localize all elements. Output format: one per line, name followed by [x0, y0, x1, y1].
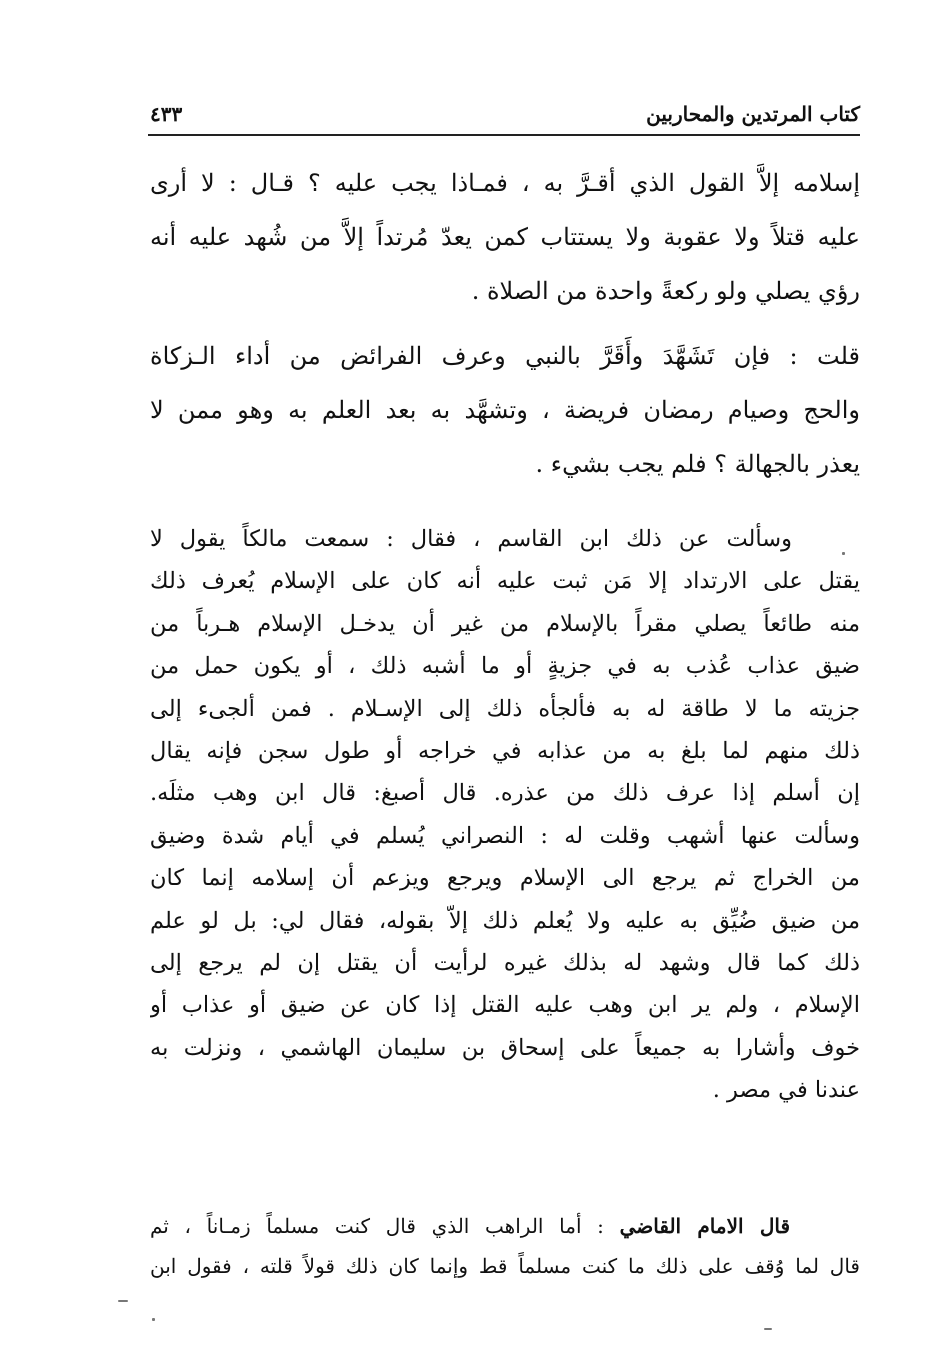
text-line: يقتل على الارتداد إلا مَن ثبت عليه أنه كان على الإسلام يُعرف ذلك	[150, 568, 860, 595]
text-line: خوف وأشارا به جميعاً على إسحاق بن سليمان الهاشمي ، ونزلت به	[150, 1034, 860, 1061]
text-line: من ضيق ضُيِّق به عليه ولا يُعلم ذلك إلاّ بقوله، فقال لي: بل لو علم	[150, 907, 860, 934]
running-header	[150, 94, 860, 134]
text-line: ضيق عذاب عُذب به في جزيةٍ أو ما أشبه ذلك ، أو يكون حمل من	[150, 653, 860, 680]
scan-mark	[118, 1300, 128, 1302]
text-line: عليه قتلاً ولا عقوبة ولا يستتاب كمن يعدّ مُرتداً إلاَّ من شُهد عليه أنه	[150, 223, 860, 251]
text-line: من الخراج ثم يرجع الى الإسلام ويرجع ويزعم أن إسلامه إنما كان	[150, 865, 860, 892]
scan-mark	[842, 552, 845, 555]
speaker-lead: قال الامام القاضي	[619, 1214, 791, 1238]
text-line: وسألت عنها أشهب وقلت له : النصراني يُسلم في أيام شدة وضيق	[150, 822, 860, 849]
paragraph-3	[150, 518, 860, 1112]
text-line: ذلك كما قال وشهد له بذلك غيره لرأيت أن يقتل إن لم يرجع إلى	[150, 950, 860, 977]
text-run: : أما الراهب الذي قال كنت مسلماً زمـاناً ، ثم	[150, 1214, 620, 1238]
text-line: وسألت عن ذلك ابن القاسم ، فقال : سمعت مالكاً يقول لا	[150, 526, 792, 552]
paragraph-4	[150, 1206, 860, 1286]
text-line: منه طائعاً يصلي مقراً بالإسلام من غير أن يدخـل الإسلام هـرباً من	[150, 610, 860, 637]
text-line: قال لما وُقف على ذلك ما كنت مسلماً قط وإنما كان ذلك قولاً قلته ، فقول ابن	[150, 1254, 860, 1278]
text-line: إن أسلم إذا عرف ذلك من عذره. قال أصبغ: قال ابن وهب مثلَه.	[150, 780, 860, 807]
paragraph-1	[150, 156, 860, 318]
text-line: جزيته ما لا طاقة له به فألجأه ذلك إلى الإسـلام . فمن ألجىء إلى	[150, 695, 860, 722]
header-title: كتاب المرتدين والمحاربين	[646, 102, 860, 126]
scan-mark	[764, 1328, 772, 1330]
page-number: ٤٣٣	[150, 102, 183, 126]
text-line: والحج وصيام رمضان فريضة ، وتشهَّد به بعد العلم به وهو ممن لا	[150, 396, 860, 424]
text-line: إسلامه إلاَّ القول الذي أقـرَّ به ، فمـاذا يجب عليه ؟ قـال : لا أرى	[150, 169, 860, 197]
text-line: قلت : فإن تَشَهَّدَ وأَقَرَّ بالنبي وعرف الفرائض من أداء الـزكاة	[150, 342, 860, 370]
text-line: ذلك منهم لما بلغ به من عذابه في خراجه أو طول سجن فإنه يقال	[150, 738, 860, 765]
scan-mark	[152, 1318, 155, 1321]
text-line: عندنا في مصر .	[712, 1077, 860, 1104]
text-line: الإسلام ، ولم ير ابن وهب عليه القتل إذا كان عن ضيق أو عذاب أو	[150, 992, 860, 1019]
header-rule	[148, 134, 860, 136]
paragraph-2	[150, 329, 860, 491]
text-line: رؤي يصلي ولو ركعةً واحدة من الصلاة .	[471, 277, 860, 305]
text-line	[150, 1206, 860, 1246]
text-line: يعذر بالجهالة ؟ فلم يجب بشيء .	[535, 450, 860, 478]
